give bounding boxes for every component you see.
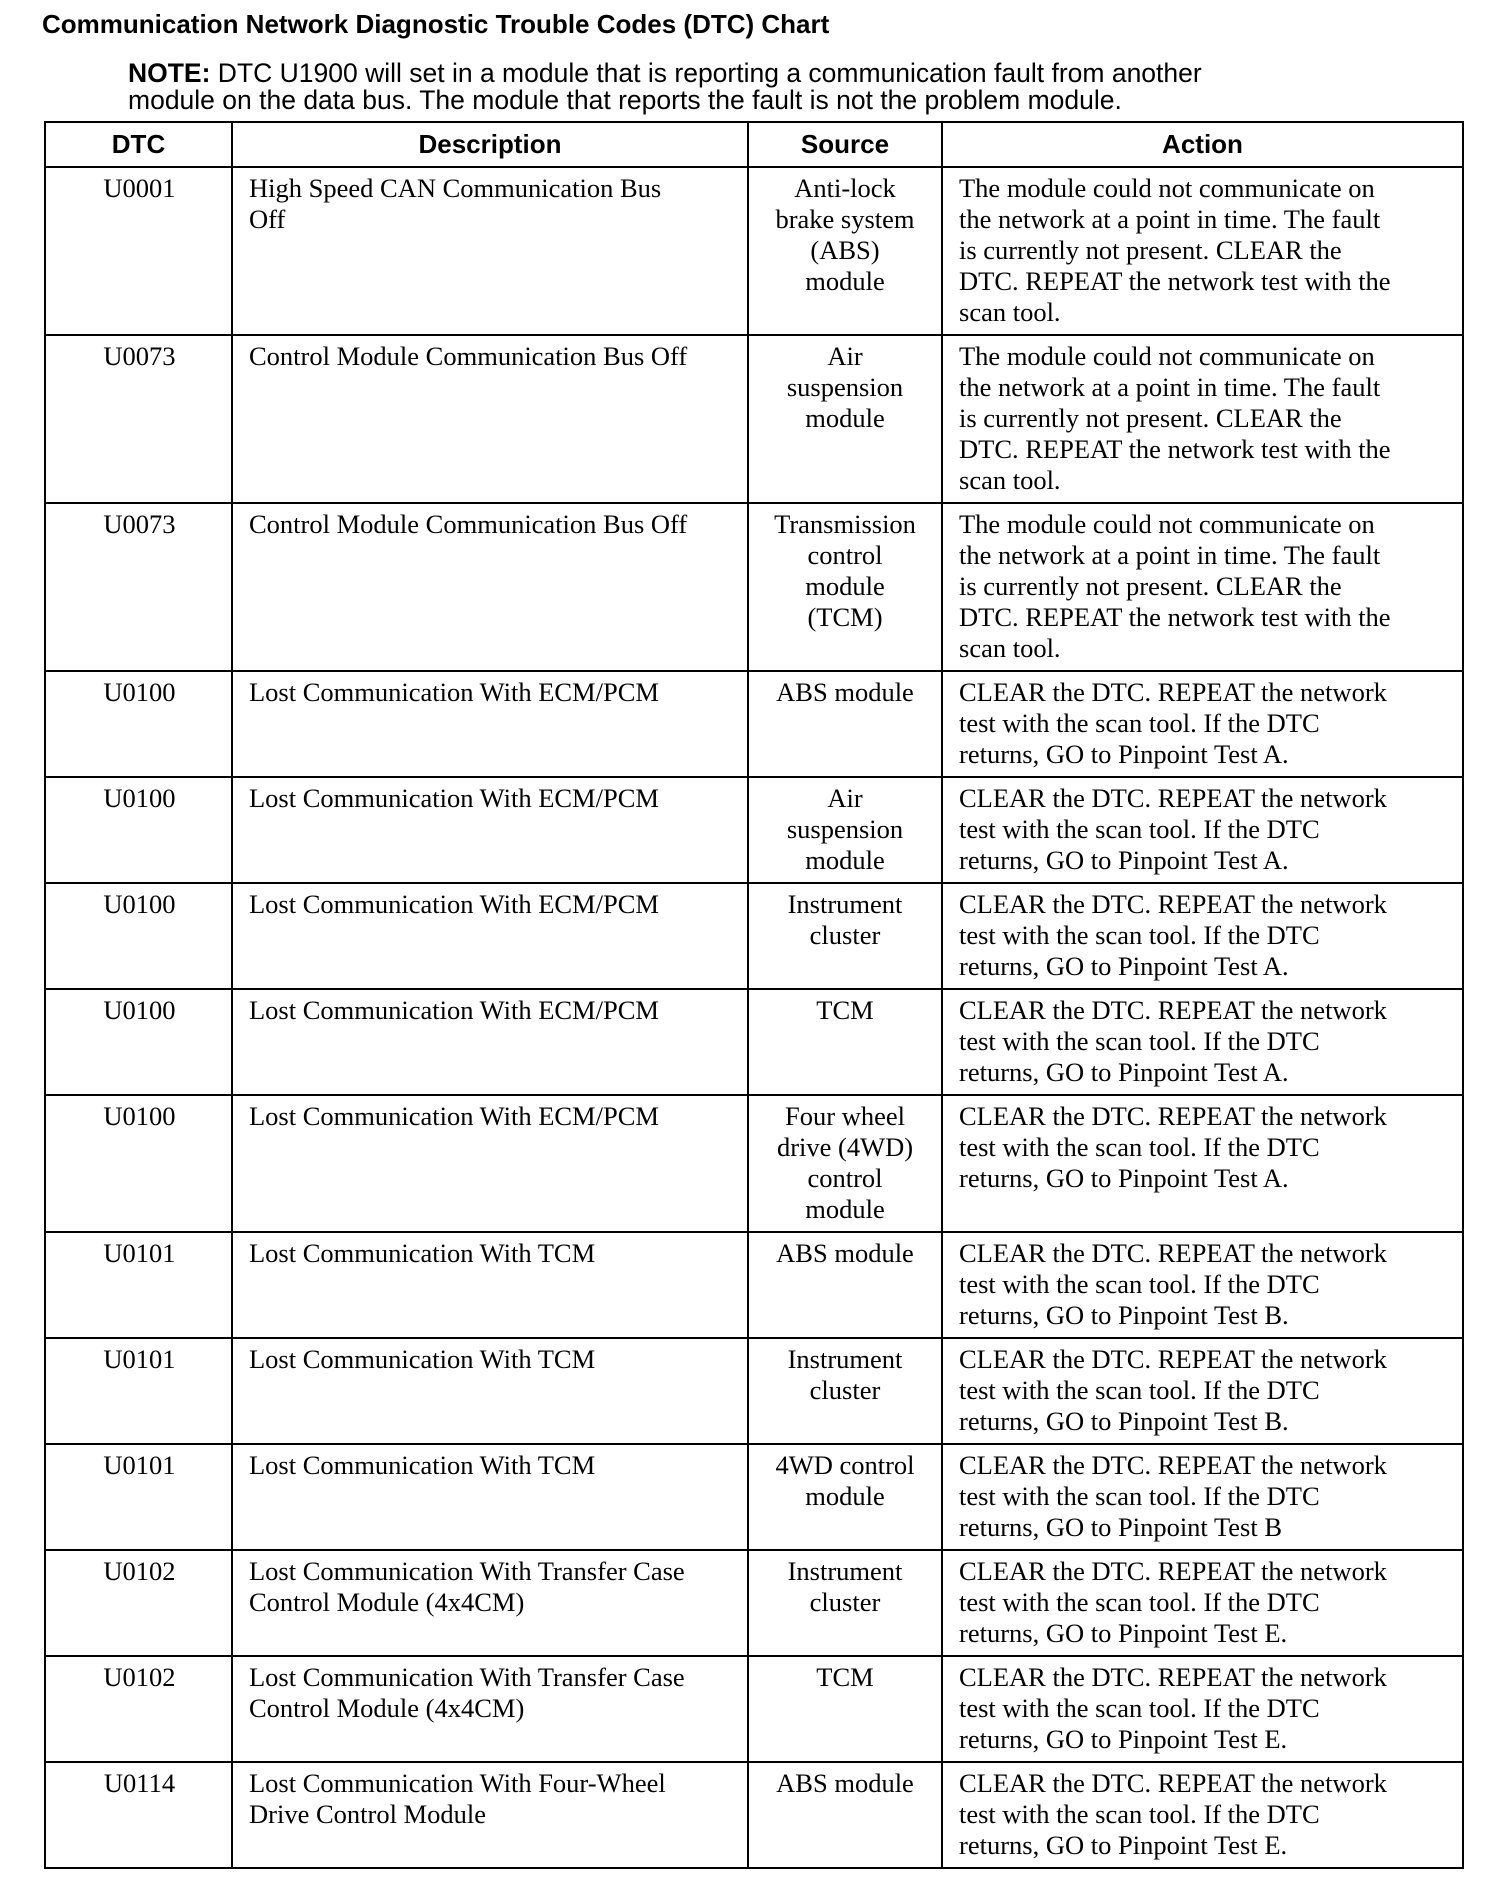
source-cell: Anti-lock brake system (ABS) module [748, 167, 942, 335]
action-cell: CLEAR the DTC. REPEAT the network test with the scan tool. If the DTC returns, GO to Pinpoint Test B. [942, 1338, 1463, 1444]
table-row [45, 989, 1463, 1095]
description-cell: Lost Communication With ECM/PCM [232, 883, 748, 989]
source-cell: Air suspension module [748, 335, 942, 503]
table-row [45, 883, 1463, 989]
table-row [45, 1550, 1463, 1656]
source-cell: Instrument cluster [748, 1338, 942, 1444]
action-cell: CLEAR the DTC. REPEAT the network test with the scan tool. If the DTC returns, GO to Pinpoint Test A. [942, 671, 1463, 777]
description-cell: Control Module Communication Bus Off [232, 335, 748, 503]
table-header-row [45, 122, 1463, 167]
dtc-code-cell: U0114 [45, 1762, 232, 1868]
dtc-code-cell: U0100 [45, 1095, 232, 1232]
description-cell: Lost Communication With ECM/PCM [232, 777, 748, 883]
dtc-code-cell: U0101 [45, 1444, 232, 1550]
source-cell: TCM [748, 1656, 942, 1762]
source-cell: Air suspension module [748, 777, 942, 883]
description-cell: High Speed CAN Communication Bus Off [232, 167, 748, 335]
header-action: Action [942, 122, 1463, 167]
description-cell: Control Module Communication Bus Off [232, 503, 748, 671]
table-body [45, 167, 1463, 1868]
dtc-code-cell: U0100 [45, 989, 232, 1095]
source-cell: Instrument cluster [748, 883, 942, 989]
table-row [45, 1095, 1463, 1232]
dtc-code-cell: U0100 [45, 883, 232, 989]
table-row [45, 671, 1463, 777]
action-cell: CLEAR the DTC. REPEAT the network test with the scan tool. If the DTC returns, GO to Pinpoint Test A. [942, 883, 1463, 989]
action-cell: CLEAR the DTC. REPEAT the network test with the scan tool. If the DTC returns, GO to Pinpoint Test B. [942, 1232, 1463, 1338]
table-row [45, 1232, 1463, 1338]
dtc-code-cell: U0102 [45, 1656, 232, 1762]
dtc-code-cell: U0100 [45, 777, 232, 883]
dtc-code-cell: U0100 [45, 671, 232, 777]
note [128, 60, 1458, 114]
source-cell: Instrument cluster [748, 1550, 942, 1656]
page-title: Communication Network Diagnostic Trouble Codes (DTC) Chart [42, 9, 830, 39]
table-row [45, 1444, 1463, 1550]
action-cell: CLEAR the DTC. REPEAT the network test with the scan tool. If the DTC returns, GO to Pinpoint Test E. [942, 1656, 1463, 1762]
action-cell: CLEAR the DTC. REPEAT the network test with the scan tool. If the DTC returns, GO to Pinpoint Test E. [942, 1550, 1463, 1656]
action-cell: CLEAR the DTC. REPEAT the network test with the scan tool. If the DTC returns, GO to Pinpoint Test E. [942, 1762, 1463, 1868]
dtc-code-cell: U0001 [45, 167, 232, 335]
action-cell: The module could not communicate on the network at a point in time. The fault is currently not present. CLEAR the DTC. REPEAT the network test with the scan tool. [942, 503, 1463, 671]
source-cell: 4WD control module [748, 1444, 942, 1550]
table-row [45, 777, 1463, 883]
description-cell: Lost Communication With TCM [232, 1444, 748, 1550]
action-cell: CLEAR the DTC. REPEAT the network test with the scan tool. If the DTC returns, GO to Pinpoint Test A. [942, 1095, 1463, 1232]
dtc-table [44, 121, 1464, 1869]
table-row [45, 167, 1463, 335]
description-cell: Lost Communication With Four-Wheel Drive Control Module [232, 1762, 748, 1868]
table-row [45, 503, 1463, 671]
header-description: Description [232, 122, 748, 167]
source-cell: ABS module [748, 671, 942, 777]
action-cell: The module could not communicate on the network at a point in time. The fault is currently not present. CLEAR the DTC. REPEAT the network test with the scan tool. [942, 335, 1463, 503]
header-source: Source [748, 122, 942, 167]
dtc-code-cell: U0102 [45, 1550, 232, 1656]
source-cell: Transmission control module (TCM) [748, 503, 942, 671]
table-row [45, 1338, 1463, 1444]
header-dtc: DTC [45, 122, 232, 167]
source-cell: TCM [748, 989, 942, 1095]
action-cell: CLEAR the DTC. REPEAT the network test with the scan tool. If the DTC returns, GO to Pinpoint Test A. [942, 777, 1463, 883]
source-cell: Four wheel drive (4WD) control module [748, 1095, 942, 1232]
table-row [45, 1762, 1463, 1868]
table-row [45, 335, 1463, 503]
action-cell: CLEAR the DTC. REPEAT the network test with the scan tool. If the DTC returns, GO to Pinpoint Test B [942, 1444, 1463, 1550]
description-cell: Lost Communication With TCM [232, 1338, 748, 1444]
dtc-code-cell: U0101 [45, 1338, 232, 1444]
action-cell: The module could not communicate on the network at a point in time. The fault is currently not present. CLEAR the DTC. REPEAT the network test with the scan tool. [942, 167, 1463, 335]
source-cell: ABS module [748, 1232, 942, 1338]
source-cell: ABS module [748, 1762, 942, 1868]
table-row [45, 1656, 1463, 1762]
description-cell: Lost Communication With TCM [232, 1232, 748, 1338]
dtc-code-cell: U0073 [45, 335, 232, 503]
dtc-code-cell: U0101 [45, 1232, 232, 1338]
note-text: DTC U1900 will set in a module that is reporting a communication fault from another module on the data bus. The module that reports the fault is not the problem module. [128, 58, 1202, 115]
description-cell: Lost Communication With ECM/PCM [232, 1095, 748, 1232]
description-cell: Lost Communication With ECM/PCM [232, 989, 748, 1095]
description-cell: Lost Communication With ECM/PCM [232, 671, 748, 777]
action-cell: CLEAR the DTC. REPEAT the network test with the scan tool. If the DTC returns, GO to Pinpoint Test A. [942, 989, 1463, 1095]
dtc-code-cell: U0073 [45, 503, 232, 671]
description-cell: Lost Communication With Transfer Case Control Module (4x4CM) [232, 1550, 748, 1656]
description-cell: Lost Communication With Transfer Case Control Module (4x4CM) [232, 1656, 748, 1762]
note-label: NOTE: [128, 58, 211, 88]
